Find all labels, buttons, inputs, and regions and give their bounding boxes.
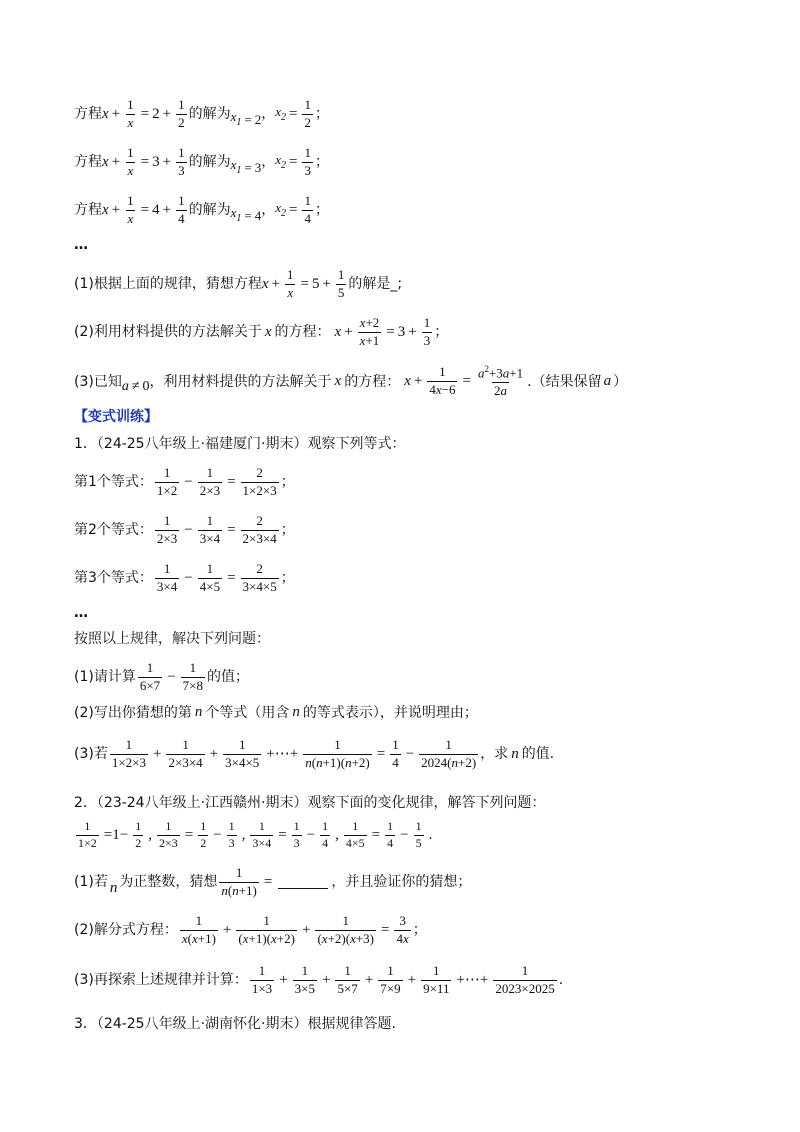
p1-question-1: (1)请计算 $\frac{1}{6\times 7}$ − $\frac{1}{7\times 8}$ 的值； (74, 660, 249, 693)
p2-question-3: (3)再探索上述规律并计算： $\frac{1}{1\times 3}$ + $\frac{1}{3\times 5}$ + $\frac{1}{5\times 7}$ + $\frac{1}{7\times 9}$ + $\frac{1}{9\times 11}$ +⋯+ $\frac{1}{2023\times 2025}$ . (74, 963, 564, 996)
question-a-3: (3)已知 a ≠ 0 ，利用材料提供的方法解关于 x 的方程： x + $\frac{1}{4x-6}$ = $\frac{a^2+3a+1}{2a}$ .（结果保留 a ） (74, 364, 628, 399)
intro-equation-3: 方程 x + $\frac{1}{x}$ = 4 + $\frac{1}{4}$ 的解为 $x_1$ = 4 ， $x_2$ = $\frac{1}{4}$ ； (74, 193, 329, 226)
question-a-2: (2)利用材料提供的方法解关于 x 的方程： x + $\frac{x+2}{x+1}$ = 3 + $\frac{1}{3}$ ； (74, 315, 449, 348)
answer-blank[interactable] (278, 876, 328, 889)
question-a-1: (1)根据上面的规律，猜想方程 x + $\frac{1}{x}$ = 5 + $\frac{1}{5}$ 的解是_; (74, 267, 403, 300)
p2-question-2: (2)解分式方程： $\frac{1}{x(x+1)}$ + $\frac{1}{(x+1)(x+2)}$ + $\frac{1}{(x+2)(x+3)}$ = $\frac{3}{4x}$ ； (74, 913, 427, 946)
problem-3-header: 3．（24-25八年级上·湖南怀化·期末）根据规律答题. (74, 1016, 396, 1032)
section-title: 【变式训练】 (74, 409, 158, 425)
intro-equation-2: 方程 x + $\frac{1}{x}$ = 3 + $\frac{1}{3}$ 的解为 $x_1$ = 3 ， $x_2$ = $\frac{1}{3}$ ； (74, 145, 329, 178)
intro-ellipsis: … (74, 237, 87, 253)
p1-equation-3: 第3个等式： $\frac{1}{3\times 4}$ − $\frac{1}{4\times 5}$ = $\frac{2}{3\times 4\times 5}$ ； (74, 561, 295, 594)
p2-pattern: $\frac{1}{1\times 2}$ =1− $\frac{1}{2}$ , $\frac{1}{2\times 3}$ = $\frac{1}{2}$ − $\frac{1}{3}$ , $\frac{1}{3\times 4}$ = $\frac{1}{3}$ − $\frac{1}{4}$ , $\frac{1}{4\times 5}$ = $\frac{1}{4}$ − $\frac{1}{5}$ . (78, 819, 433, 850)
p2-question-1: (1)若 n 为正整数，猜想 $\frac{1}{n(n+1)}$ = ，并且验证你的猜想； (74, 865, 472, 898)
intro-equation-1: 方程 x + $\frac{1}{x}$ = 2 + $\frac{1}{2}$ 的解为 $x_1$ = 2 ， $x_2$ = $\frac{1}{2}$ ； (74, 97, 329, 130)
p1-question-3: (3)若 $\frac{1}{1\times 2\times 3}$ + $\frac{1}{2\times 3\times 4}$ + $\frac{1}{3\times 4\times 5}$ +⋯+ $\frac{1}{n(n+1)(n+2)}$ = $\frac{1}{4}$ − $\frac{1}{2024(n+2)}$ ，求 n 的值. (74, 737, 555, 770)
p1-equation-2: 第2个等式： $\frac{1}{2\times 3}$ − $\frac{1}{3\times 4}$ = $\frac{2}{2\times 3\times 4}$ ； (74, 513, 295, 546)
problem-1-header: 1．（24-25八年级上·福建厦门·期末）观察下列等式： (74, 436, 406, 452)
label-fangcheng: 方程 (74, 106, 102, 123)
p1-instruction: 按照以上规律，解决下列问题： (74, 631, 270, 647)
p1-ellipsis: … (74, 605, 87, 621)
p1-question-2: (2)写出你猜想的第 n 个等式（用含 n 的等式表示），并说明理由； (74, 704, 478, 721)
p1-equation-1: 第1个等式： $\frac{1}{1\times 2}$ − $\frac{1}{2\times 3}$ = $\frac{2}{1\times 2\times 3}$ ； (74, 465, 295, 498)
problem-2-header: 2．（23-24八年级上·江西赣州·期末）观察下面的变化规律，解答下列问题： (74, 795, 546, 811)
